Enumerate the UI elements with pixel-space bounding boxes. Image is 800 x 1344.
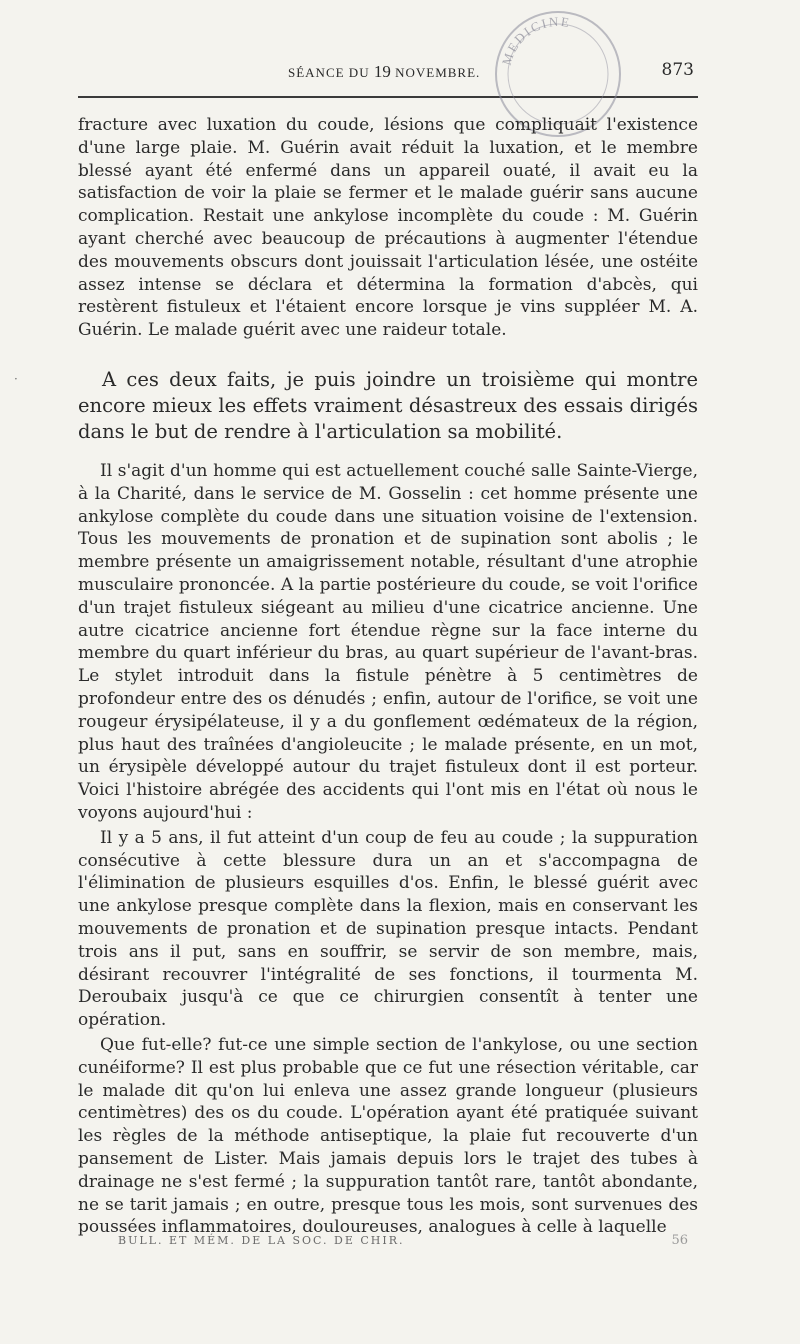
margin-mark: · [14, 372, 18, 386]
paragraph-1-text: fracture avec luxation du coude, lésions que compliquait l'existence d'une large plaie. M. Guérin avait réduit la luxation, et le membre blessé ayant été enfermé dans un appareil ouaté, il avait eu la satisfaction de voir la plaie se fermer et le malade guérir sans aucune complication. Restait une ankylose incomplète du coude : M. Guérin ayant cherché avec beaucoup de précautions à augmenter l'étendue des mouvements obscurs dont jouissait l'articulation lésée, une ostéite assez intense se déclara et détermina la formation d'abcès, qui restèrent fistuleux et l'étaient encore lorsque je vins suppléer M. A. Guérin. Le malade guérit avec une raideur totale. [78, 115, 698, 341]
paragraph-4: Que fut-elle? fut-ce une simple section de l'ankylose, ou une section cunéiforme? Il est plus probable que ce fut une résection véritable, car le malade dit qu'on lui enleva une assez grande longueur (plusieurs centimètres) des os du coude. L'opération ayant été pratiquée suivant les règles de la méthode antiseptique, la plaie fut recouverte d'un pansement de Lister. Mais jamais depuis lors le trajet des tubes à drainage ne s'est fermé ; la suppuration tantôt rare, tantôt abondante, ne se tarit jamais ; en outre, presque tous les mois, sont survenues des poussées inflammatoires, douloureuses, analogues à celle à laquelle [78, 1034, 698, 1238]
page-number: 873 [661, 60, 694, 80]
header-title-post: NOVEMBRE. [390, 65, 481, 80]
paragraph-2: Il s'agit d'un homme qui est actuellement couché salle Sainte-Vierge, à la Charité, dans le service de M. Gosselin : cet homme présente une ankylose complète du coude dans une situation voisine de l'extension. Tous les mouvements de pronation et de supination sont abolis ; le membre présente un amaigrissement notable, résultant d'une atrophie musculaire prononcée. A la partie postérieure du coude, se voit l'orifice d'un trajet fistuleux siégeant au milieu d'une cicatrice ancienne. Une autre cicatrice ancienne fort étendue règne sur la face interne du membre du quart inférieur du bras, au quart supérieur de l'avant-bras. Le stylet introduit dans la fistule pénètre à 5 centimètres de profondeur entre des os dénudés ; enfin, autour de l'orifice, se voit une rougeur érysipélateuse, il y a du gonflement œdémateux de la région, plus haut des traînées d'angioleucite ; le malade présente, en un mot, un érysipèle développé autour du trajet fistuleux dont il est porteur. Voici l'histoire abrégée des accidents qui l'ont mis en l'état où nous le voyons aujourd'hui : [78, 461, 698, 823]
stamp-text: MEDICINE [498, 13, 573, 67]
main-body [78, 460, 698, 1241]
footer-journal-title: BULL. ET MÉM. DE LA SOC. DE CHIR. [118, 1234, 405, 1247]
page-footer [118, 1234, 688, 1254]
paragraph-1 [78, 114, 698, 342]
lead-paragraph: A ces deux faits, je puis joindre un troisième qui montre encore mieux les effets vraiment désastreux des essais dirigés dans le but de rendre à l'articulation sa mobilité. [78, 368, 698, 443]
paragraph-3: Il y a 5 ans, il fut atteint d'un coup de feu au coude ; la suppuration consécutive à cette blessure dura un an et s'accompagna de l'élimination de plusieurs esquilles d'os. Enfin, le blessé guérit avec une ankylose presque complète dans la flexion, mais en conservant les mouvements de pronation et de supination presque intacts. Pendant trois ans il put, sans en souffrir, se servir de son membre, mais, désirant recouvrer l'intégralité de ses fonctions, il tourmenta M. Deroubaix jusqu'à ce que ce chirurgien consentît à tenter une opération. [78, 827, 698, 1031]
footer-signature-number: 56 [671, 1233, 688, 1248]
header-title-pre: SÉANCE DU [288, 65, 374, 80]
svg-text:MEDICINE [499, 14, 572, 67]
header-date-number: 19 [373, 62, 391, 81]
header-title [288, 62, 480, 82]
